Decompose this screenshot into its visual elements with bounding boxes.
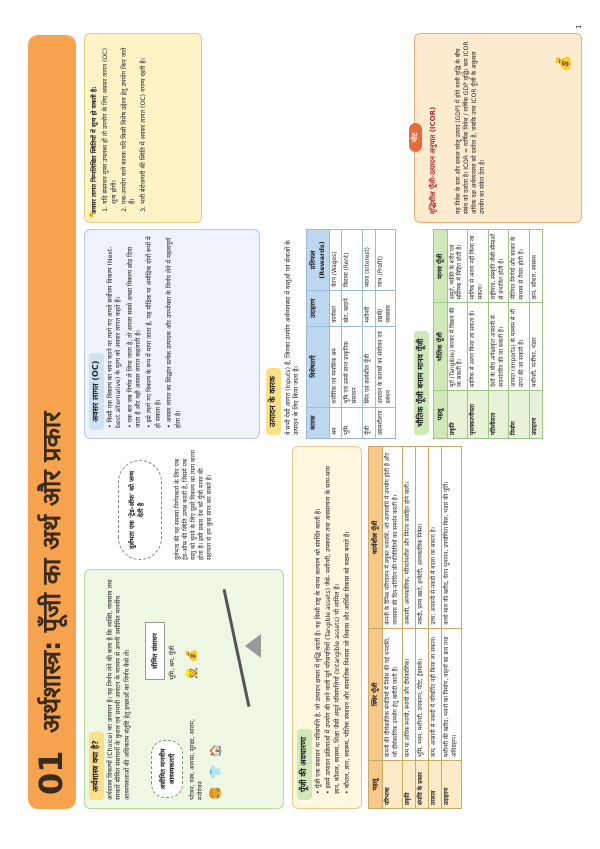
section-heading: अर्थशास्त्र क्या है? <box>89 732 104 800</box>
table-cell: किराया (Rent) <box>342 230 363 291</box>
section-physical-vs-human-capital <box>414 229 543 439</box>
table-header: कारक <box>307 407 330 438</box>
page-number: 1 <box>575 24 583 29</box>
list-item: • इसे त्यागे गए विकल्प के रूप में मापा जाता है, यह मौद्रिक या अमौद्रिक दोनों रूपों में हो सकता है। <box>146 234 163 428</box>
section-opportunity-cost <box>84 229 260 439</box>
table-cell: उदाहरण <box>441 761 462 809</box>
section-heading: उत्पादन के कारक <box>266 368 281 435</box>
table-cell: उद्यमी/व्यवसाय <box>375 290 396 326</box>
note-tag: नोट <box>409 123 422 152</box>
opportunity-cost-zero-note <box>84 33 202 223</box>
table-header: पहलू <box>433 391 447 439</box>
table-cell: शारीरिक एवं मानसिक श्रम <box>329 326 342 407</box>
resources-icons <box>185 649 200 680</box>
table-cell: वेतन (Wages) <box>329 230 342 291</box>
list-item: • कौशल, ज्ञान, स्वास्थ्य, भौतिक संसाधन और सामाजिक विश्वास जो विकास और आर्थिक विकास को सक्षम बनाते हैं। <box>344 454 352 794</box>
table-cell: नकदी, प्राप्य खाते, इन्वेंटरी, अल्पकालिक निवेश। <box>416 447 429 629</box>
table-row <box>468 230 489 439</box>
table-cell: कम; आसानी से नकदी में परिवर्तित नहीं किया जा सकता। <box>429 628 442 760</box>
table-cell: मूर्त (Tangible) बाजार में विक्रय की जा सकती है। <box>447 303 468 391</box>
note-list <box>102 42 148 204</box>
table-cell: तरलता <box>429 761 442 809</box>
table-cell: भूमि एवं उससे प्राप्त प्राकृतिक संसाधन <box>342 326 363 407</box>
list-item: • पूँजी एक संसाधन या परिसंपत्ति है, जो उत्पादन क्षमता में वृद्धि करती है। यह किसी राष्ट्र के मानव कल्याण को संवर्धित करती है। <box>315 454 323 794</box>
capital-points <box>315 454 354 794</box>
table-cell: नीतिगत निर्णयों और बाजार के माध्यम से तैयार होती है। <box>509 230 530 304</box>
title-band <box>28 35 76 809</box>
table-cell: खेत, खदानें <box>342 290 363 326</box>
house-icon: 🏠 <box>209 741 222 758</box>
table-cell: उच्च; आसानी से नकदी में बदला जा सकता है। <box>429 447 442 629</box>
needs-bubble: असीमित मानवीय आवश्यकताएँ <box>151 740 183 798</box>
food-icon: 🍔 <box>209 784 222 800</box>
chapter-title: अर्थशास्त्र: पूँजी का अर्थ और प्रकार <box>37 411 67 733</box>
table-cell: कंपनी की दीर्घकालिक संपत्तियों में निवेश की गई धनराशि, जो दीर्घकालिक उपयोग हेतु खरीदी जाती हैं। <box>382 628 403 760</box>
table-header-row <box>307 230 330 439</box>
table-row <box>441 447 462 809</box>
table-cell: ब्याज (Interest) <box>362 230 375 291</box>
table-cell: कम या अधिक स्थायी, स्थायी और दीर्घकालिक। <box>403 628 416 760</box>
table-cell: परिभाषा <box>382 761 403 809</box>
list-item: • अवसर लागत का सिद्धांत प्रत्येक उत्पादक और उपभोक्ता के निर्णय लेने में महत्वपूर्ण होता है। <box>166 234 183 428</box>
table-cell: लाभ (Profit) <box>375 230 396 291</box>
table-header: कार्यशील पूँजी <box>369 447 383 629</box>
table-cell: स्थिर एवं कार्यशील पूँजी <box>362 326 375 407</box>
balance-scale-base <box>245 634 261 658</box>
table-cell: कंपनी के दैनिक परिचालन में प्रयुक्त धनराशि, जो अल्पावधि में उपयोग होती है और व्यवसाय की दिन-प्रतिदिन की गतिविधियों का समर्थन करती है। <box>382 447 403 629</box>
table-row <box>403 447 416 809</box>
needs-icons <box>209 742 224 800</box>
table-cell: प्रकृति <box>403 761 416 809</box>
table-cell: उदाहरण <box>530 391 543 439</box>
table-row <box>362 230 375 439</box>
star-icon: ★ <box>87 210 97 219</box>
resources-box: सीमित संसाधन <box>145 622 165 680</box>
list-item: 1. यदि संसाधन मुफ्त उपलब्ध हों तो उपयोग के लिए अवसर लागत (OC) शून्य होगी। <box>102 42 119 204</box>
table-cell: भूमि, भवन, मशीनरी, उपकरण, पेटेंट, ट्रेडमार्क। <box>416 628 429 760</box>
table-row <box>329 230 342 439</box>
table-header: उदाहरण <box>307 290 330 326</box>
econ-body: अर्थशास्त्र विकल्पों (Choice) का अध्ययन है। यह निर्णय लेने की कला है कि व्यक्ति, व्यवसाय तथा सरकारें सीमित संसाधनों के कुशल एवं प्रभावी आवंटन के माध्यम से अपनी असीमित मानवीय आवश्यकताओं की अधिकतम संतुष्टि हेतु इच्छाओं का निर्णय कैसे लें। <box>107 579 131 800</box>
resources-list: भूमि, श्रम, पूँजी <box>169 645 176 680</box>
table-row <box>488 230 509 439</box>
table-cell: अमूर्त, व्यक्ति के शरीर एवं मस्तिष्क में निहित होती है। <box>447 230 468 304</box>
table-cell: प्रकृति <box>447 391 468 439</box>
section-heading: पूँजी की अवधारणा <box>297 729 312 800</box>
fixed-vs-working-capital-table <box>368 446 462 809</box>
table-row <box>429 447 442 809</box>
list-item: • इसमें उत्पादन प्रक्रियाओं में उपयोग की जाने वाली मूर्त परिसंपत्तियों (Tangible assets) जैसे- मशीनरी, उपकरण तथा अवसंरचना के साथ-साथ ज्ञान, कौशल, स्वास्थ्य, शिक्षा जैसी अमूर्त परिसंपत्तियाँ (Intangible assets) भी शामिल हैं। <box>325 454 342 794</box>
list-item: 2. एक-उपयोग वाले कारक यदि किसी विशेष उद्देश्य हेतु उपयोग किए जाते हैं। <box>121 42 138 204</box>
table-cell: संपत्ति के प्रकार <box>416 761 429 809</box>
table-row <box>447 230 468 439</box>
opportunity-points <box>107 234 186 428</box>
table-header: प्रतिफल (Rewards) <box>307 230 330 291</box>
table-header: भौतिक पूँजी <box>433 303 447 391</box>
list-item: • किसी एक विकल्प का चयन करने पर त्यागे गए अगले सर्वोत्तम विकल्प (Next-best alternative) के मूल्य को अवसर लागत कहते हैं। <box>107 234 124 428</box>
table-cell: कार्यबल <box>329 290 342 326</box>
table-cell: श्रम <box>329 407 342 438</box>
table-cell: मशीनरी, फर्नीचर, भंडार <box>530 303 543 391</box>
table-cell: देशों के बीच अपेक्षाकृत आसानी से स्थानांतरित की जा सकती है। <box>488 303 509 391</box>
note-body: यह निवेश के स्तर और सकल घरेलू उत्पाद (GDP) में होने वाली वृद्धि के बीच संबंध को दर्शाता है। ICOR = वार्षिक निवेश / वार्षिक GDP वृद्धि। कम ICOR अधिक दक्ष अर्थव्यवस्था को दर्शाता है, जबकि उच्च ICOR पूँजी के अकुशल उपयोग का संकेत देता है। <box>455 41 487 214</box>
note-title: वृद्धिशील पूँजी-उत्पादन अनुपात (ICOR) <box>429 106 437 214</box>
section-what-is-economics <box>84 569 284 809</box>
chapter-number: 01 <box>32 750 71 795</box>
table-cell: आयात (Imports) के माध्यम से भी प्राप्त की जा सकती है। <box>509 303 530 391</box>
table-header: मानव पूँजी <box>433 230 447 304</box>
table-cell: अस्थायी, अल्पकालिक, परिवर्तनशील और निरंतर प्रवाहित होने वाली। <box>403 447 416 629</box>
table-cell: मशीनरी की खरीद, भवनों का निर्माण, वाहनों का क्रय तथा अधिग्रहण। <box>441 628 462 760</box>
table-cell: उद्यमशीलता <box>375 407 396 438</box>
icor-note <box>411 33 582 223</box>
table-header: विशेषताएँ <box>307 326 330 407</box>
section-tradeoff <box>84 446 284 564</box>
factors-intro: वे सभी ऐसी आगत (Inputs) हैं, जिनका उपयोग अर्थव्यवस्था में वस्तुओं एवं सेवाओं के उत्पादन के लिए किया जाता है। <box>284 240 301 435</box>
table-row <box>530 230 543 439</box>
list-item: • एक बार जब निर्णय ले लिया जाता है, तो अगला सबसे अच्छा विकल्प छोड़ दिया जाता है और वही अवसर लागत कहलाती है। <box>127 234 144 428</box>
table-cell: ज्ञान, कौशल, स्वास्थ्य <box>530 230 543 304</box>
table-cell: मालिक से अलग नहीं किया जा सकता। <box>468 230 489 304</box>
tradeoff-text: दुर्लभता की यह समस्या निर्णयकर्ता के लिए एक ट्रेड-ऑफ की स्थिति उत्पन्न करती है, जिसमें एक वस्तु को चुनने के लिए दूसरे विकल्प का त्याग करना होता है। इसी प्रकार देश को पूँजी मानव की सहायता से हम कुछ प्राप्त कर सकते हैं। <box>174 450 214 560</box>
needs-list: भोजन, वस्त्र, आवास, सुरक्षा, आराम, मनोरंजन <box>189 719 205 800</box>
table-cell: मालिक से अलग किया जा सकता है। <box>468 303 489 391</box>
section-capital-concept <box>292 446 362 809</box>
table-row <box>342 230 363 439</box>
table-cell: कच्चे माल की खरीद, वेतन भुगतान, उपयोगिता बिल, भंडार की पूर्ति। <box>441 447 462 629</box>
table-header: पहलू <box>369 761 383 809</box>
factors-table <box>306 229 396 439</box>
table-cell: भूमि <box>342 407 363 438</box>
worker-icon: 👷 <box>185 666 198 680</box>
section-heading: भौतिक पूँजी बनाम मानव पूँजी <box>414 331 429 435</box>
table-cell: उत्पादन के कारकों का संयोजन एवं प्रबंधन <box>375 326 396 407</box>
table-row <box>416 447 429 809</box>
table-cell: पृथक्करणीयता <box>468 391 489 439</box>
table-cell: पूँजी <box>362 407 375 438</box>
table-cell: गतिशीलता <box>488 391 509 439</box>
tradeoff-cloud: दुर्लभता एक 'ट्रेड-ऑफ' को जन्म देती है <box>118 460 162 560</box>
table-cell: निर्माण <box>509 391 530 439</box>
note-lead: अवसर लागत निम्नलिखित स्थितियों में शून्य हो सकती है: <box>91 86 98 214</box>
table-cell: राष्ट्रीयता, संस्कृति जैसी सीमाओं से प्रभावित होती है। <box>488 230 509 304</box>
table-header-row <box>369 447 383 809</box>
shirt-icon: 👕 <box>209 763 222 779</box>
table-header-row <box>433 230 447 439</box>
table-row <box>509 230 530 439</box>
list-item: 3. भारी बेरोजगारी की स्थिति में अवसर लागत (OC) नगण्य रहती है। <box>140 42 148 204</box>
section-heading: अवसर लागत (OC) <box>89 353 104 430</box>
table-cell: मशीनरी <box>362 290 375 326</box>
money-bag-icon: 💰 <box>556 54 572 72</box>
table-header: स्थिर पूँजी <box>369 628 383 760</box>
table-row <box>375 230 396 439</box>
money-icon: 💰 <box>185 649 198 663</box>
table-row <box>382 447 403 809</box>
